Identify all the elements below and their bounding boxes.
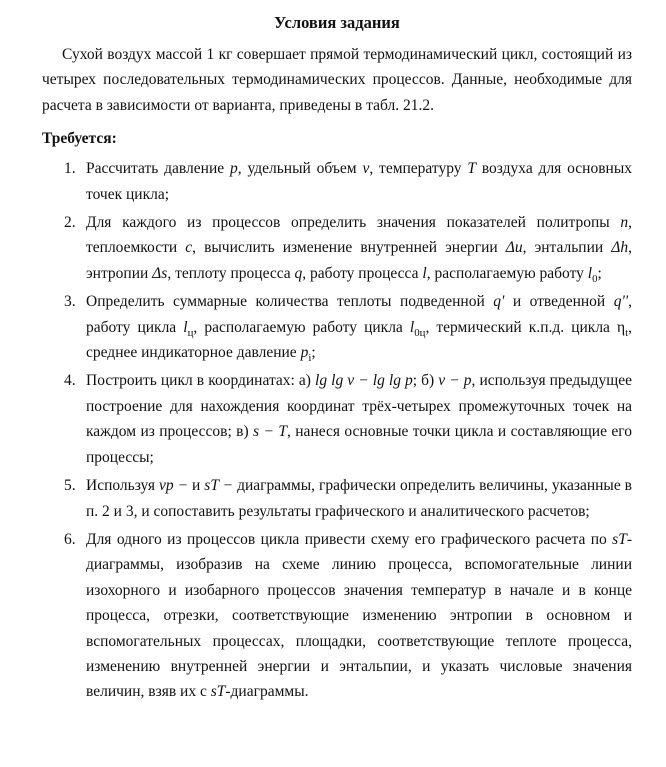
task-list	[42, 156, 632, 705]
item-number: 3.	[64, 293, 76, 311]
page-title: Условия задания	[274, 13, 400, 32]
task-item-4: 4. Построить цикл в координатах: а) lg lg v − lg lg p; б) v − p, используя предыдущее построение для нахождения координат трёх-четырех промежуточных точек на каждом из процессов; в) s − T, нанеся основные точки цикла и составляющие его процессы;	[42, 368, 632, 470]
item-number: 6.	[64, 530, 76, 548]
intro-paragraph: Сухой воздух массой 1 кг совершает прямой термодинамический цикл, состоящий из четырех последовательных термодинамических процессов. Данные, необходимые для расчета в зависимости от варианта, приведены в табл. 21.2.	[42, 46, 632, 114]
item-number: 4.	[64, 372, 76, 390]
task-item-1: 1. Рассчитать давление p, удельный объем v, температуру T воздуха для основных точек цикла;	[42, 156, 632, 207]
task-item-2: 2. Для каждого из процессов определить значения показателей политропы n, теплоемкости c, вычислить изменение внутренней энергии Δu, энтальпии Δh, энтропии Δs, теплоту процесса q, работу процесса l, располагаемую работу $l_0$;	[42, 210, 632, 286]
task-item-3: 3. Определить суммарные количества теплоты подведенной q' и отведенной q'', работу цикла $l_ц$, располагаемую работу цикла $l_{0ц}$, термический к.п.д. цикла $\eta_t$, среднее индикаторное давление $p_i$;	[42, 289, 632, 365]
required-heading: Требуется:	[42, 130, 117, 148]
item-number: 5.	[64, 477, 76, 495]
task-item-5: 5. Используя vp − и sT − диаграммы, графически определить величины, указанные в п. 2 и 3, и сопоставить результаты графического и аналитического расчетов;	[42, 473, 632, 524]
task-item-6: 6. Для одного из процессов цикла привести схему его графического расчета по sT-диаграммы, изобразив на схеме линию процесса, вспомогательные линии изохорного и изобарного процессов значения температур в начале и в конце процесса, отрезки, соответствующие изменению энтропии в основном и вспомогательных процессах, площадки, соответствующие теплоте процесса, изменению внутренней энергии и энтальпии, и указать числовые значения величин, взяв их с sT-диаграммы.	[42, 527, 632, 705]
item-number: 1.	[64, 160, 76, 178]
item-number: 2.	[64, 214, 76, 232]
